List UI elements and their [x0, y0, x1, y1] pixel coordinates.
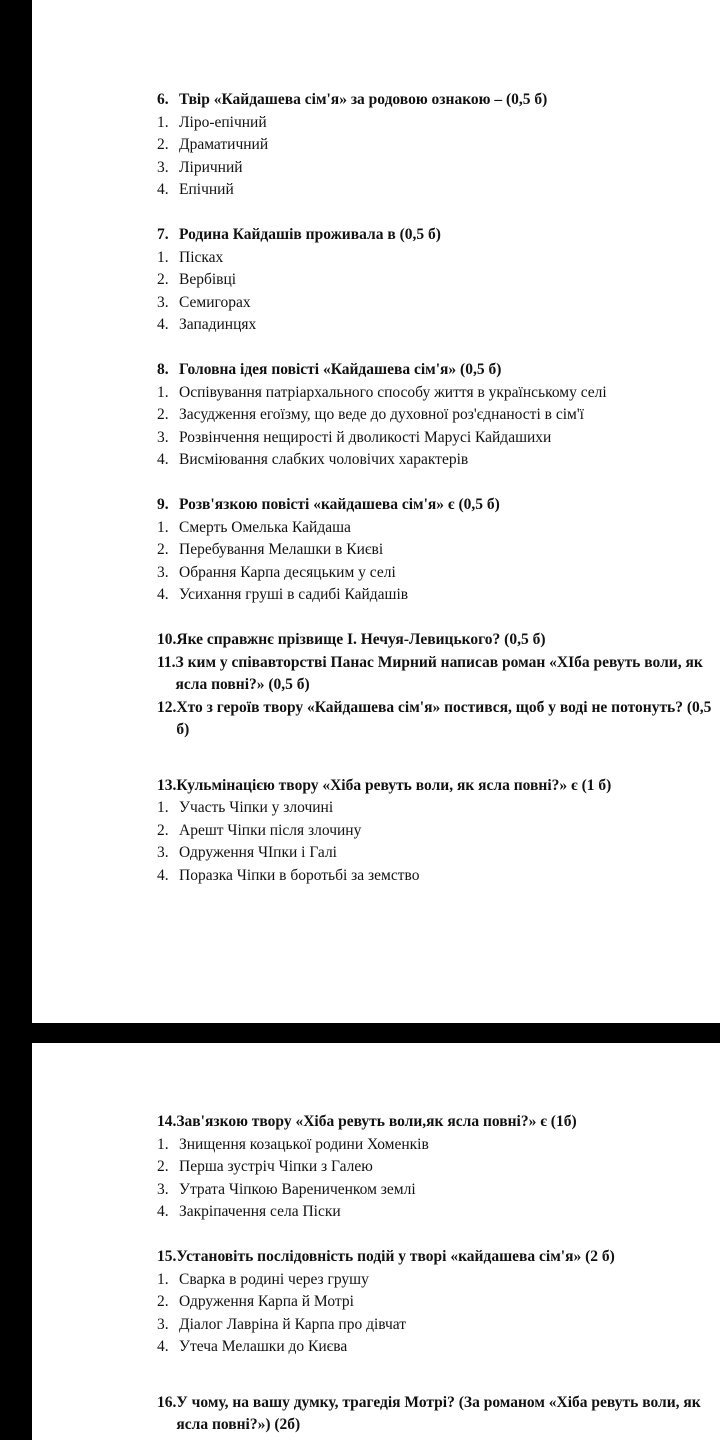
answer-option: 4. Утеча Мелашки до Києва [157, 1338, 348, 1355]
answer-option: 2. Одруження Карпа й Мотрі [157, 1293, 354, 1310]
question-title [157, 1392, 717, 1437]
question-title [157, 89, 717, 112]
document-page-2 [32, 1043, 720, 1440]
answer-option: 1. Участь Чіпки у злочині [157, 799, 334, 816]
question-number: 12. [157, 698, 177, 716]
answer-option: 1. Пісках [157, 248, 224, 266]
answer-option: 1. Ліро-епічний [157, 113, 267, 131]
answer-option: 2. Перебування Мелашки в Києві [157, 541, 384, 558]
question-text: З ким у співавторстві Панас Мирний написав роман «ХІба ревуть воли, як ясла повні?» (0,5 б) [175, 653, 703, 693]
answer-option: 3. Діалог Лавріна й Карпа про дівчат [157, 1315, 407, 1333]
question-number: 13. [157, 776, 177, 794]
question-title [157, 629, 717, 652]
answer-option: 2. Арешт Чіпки після злочину [157, 821, 362, 839]
answer-option: 1. Знищення козацької родини Хоменків [157, 1135, 429, 1153]
question-title [157, 224, 717, 247]
question-number: 11. [157, 653, 176, 671]
answer-option: 2. Перша зустріч Чіпки з Галею [157, 1158, 373, 1175]
answer-option: 4. Епічний [157, 181, 234, 198]
question-title [157, 1246, 717, 1269]
question-text: Розв'язкою повісті «кайдашева сім'я» є (0,5 б) [179, 496, 500, 513]
answer-option: 2. Вербівці [157, 271, 237, 288]
question-number: 7. [157, 226, 169, 243]
answer-option: 3. Семигорах [157, 293, 251, 311]
answer-option: 4. Висміювання слабких чоловічих характерів [157, 451, 469, 468]
answer-option: 3. Обрання Карпа десяцьким у селі [157, 563, 396, 581]
questions-block-1 [157, 89, 717, 887]
question-number: 6. [157, 91, 169, 108]
answer-option: 3. Ліричний [157, 158, 243, 176]
question-number: 10. [157, 631, 177, 648]
answer-option: 4. Закріпачення села Піски [157, 1203, 341, 1220]
answer-option: 1. Смерть Омелька Кайдаша [157, 518, 351, 536]
question-text: Головна ідея повісті «Кайдашева сім'я» (0,5 б) [179, 361, 502, 378]
answer-option: 3. Одруження ЧІпки і Галі [157, 844, 337, 861]
answer-option: 4. Западинцях [157, 316, 257, 333]
answer-option: 2. Засудження егоїзму, що веде до духовної роз'єднаності в сім'ї [157, 406, 584, 423]
answer-option: 1. Сварка в родині через грушу [157, 1270, 369, 1288]
answer-option: 1. Оспівування патріархального способу життя в українському селі [157, 383, 607, 401]
question-number: 16. [157, 1393, 177, 1411]
question-title [157, 494, 717, 517]
document-page-1 [32, 0, 720, 1023]
question-text: Твір «Кайдашева сім'я» за родовою ознакою – (0,5 б) [179, 91, 548, 108]
question-text: Установіть послідовність подій у творі «кайдашева сім'я» (2 б) [176, 1248, 615, 1265]
answer-option: 4. Поразка Чіпки в боротьбі за земство [157, 866, 420, 884]
question-text: Кульмінацією твору «Хіба ревуть воли, як ясла повні?» є (1 б) [176, 776, 612, 794]
questions-block-2 [157, 1111, 717, 1437]
question-text: Родина Кайдашів проживала в (0,5 б) [179, 226, 441, 243]
question-text: У чому, на вашу думку, трагедія Мотрі? (За романом «Хіба ревуть воли, як ясла повні?») (2б) [176, 1393, 701, 1433]
question-number: 9. [157, 496, 169, 513]
answer-option: 3. Розвінчення нещирості й дволикості Марусі Кайдашихи [157, 428, 552, 446]
question-title [157, 697, 717, 742]
question-title [157, 652, 717, 697]
question-text: Хто з героїв твору «Кайдашева сім'я» постився, щоб у воді не потонуть? (0,5 б) [176, 698, 712, 738]
question-text: Зав'язкою твору «Хіба ревуть воли,як ясла повні?» є (1б) [176, 1113, 577, 1130]
question-text: Яке справжнє прізвище І. Нечуя-Левицького? (0,5 б) [176, 631, 546, 648]
question-number: 14. [157, 1113, 177, 1130]
question-number: 15. [157, 1248, 177, 1265]
question-title [157, 775, 717, 798]
question-title [157, 359, 717, 382]
question-number: 8. [157, 361, 169, 378]
answer-option: 3. Утрата Чіпкою Варениченком землі [157, 1180, 416, 1198]
answer-option: 2. Драматичний [157, 136, 269, 153]
question-title [157, 1111, 717, 1134]
answer-option: 4. Усихання груші в садибі Кайдашів [157, 586, 409, 603]
